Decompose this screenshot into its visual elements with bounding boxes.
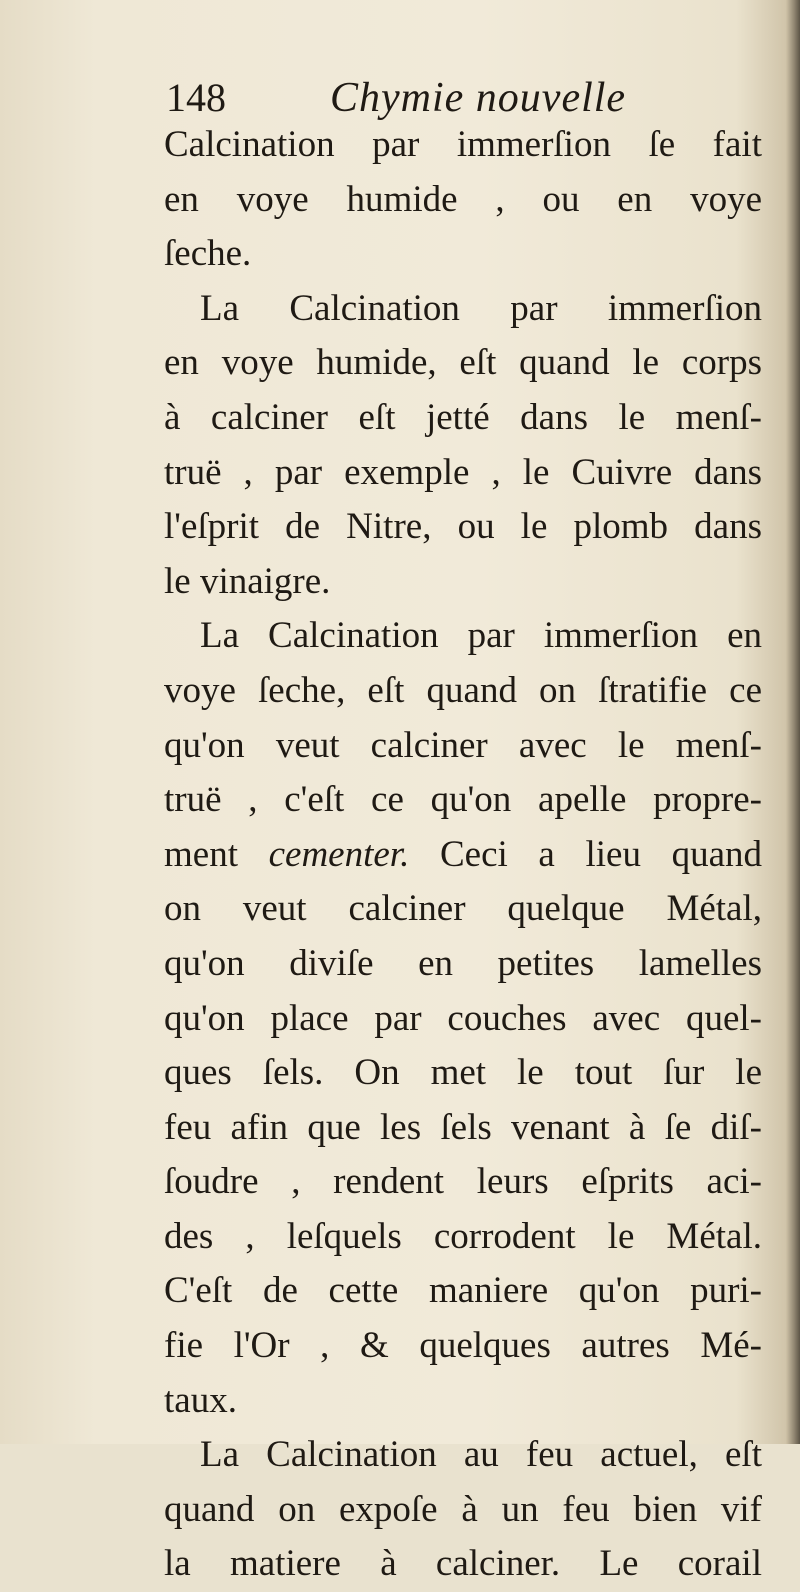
text-line: on veut calciner quelque Métal,	[164, 888, 762, 930]
text-line: des , leſquels corrodent le Métal.	[164, 1215, 762, 1257]
text-line: la matiere à calciner. Le corail	[164, 1543, 762, 1585]
body-text	[164, 118, 762, 1592]
text-line: en voye humide , ou en voye	[164, 178, 762, 220]
text-line: ſeche.	[164, 233, 252, 275]
running-title: Chymie nouvelle	[330, 75, 627, 121]
text-line: ſoudre , rendent leurs eſprits aci-	[164, 1161, 762, 1203]
text-line: qu'on diviſe en petites lamelles	[164, 942, 762, 984]
text-line-mixed	[164, 828, 762, 883]
paragraph-start-line: La Calcination au feu actuel, eſt	[200, 1434, 762, 1476]
paragraph-start-line: La Calcination par immerſion	[200, 287, 762, 329]
text-line: voye ſeche, eſt quand on ſtratifie ce	[164, 669, 762, 711]
text-line: feu afin que les ſels venant à ſe diſ-	[164, 1106, 762, 1148]
text-line: l'eſprit de Nitre, ou le plomb dans	[164, 506, 762, 548]
text-line: taux.	[164, 1379, 237, 1421]
page-edge	[786, 0, 800, 1444]
text-line: qu'on veut calciner avec le menſ-	[164, 724, 762, 766]
text-line: truë , par exemple , le Cuivre dans	[164, 451, 762, 493]
text-line: à calciner eſt jetté dans le menſ-	[164, 396, 762, 438]
text-line: truë , c'eſt ce qu'on apelle propre-	[164, 779, 762, 821]
text-fragment: Ceci a lieu quand	[439, 833, 762, 875]
text-fragment: ment	[164, 833, 238, 875]
text-line: fie l'Or , & quelques autres Mé-	[164, 1325, 762, 1367]
text-line: quand on expoſe à un feu bien vif	[164, 1488, 762, 1530]
text-line: Calcination par immerſion ſe fait	[164, 124, 762, 165]
text-line: le vinaigre.	[164, 560, 331, 602]
italic-term: cementer.	[268, 833, 410, 875]
text-line: en voye humide, eſt quand le corps	[164, 342, 762, 384]
page-number: 148	[166, 75, 226, 120]
text-line: qu'on place par couches avec quel-	[164, 997, 762, 1039]
paragraph-start-line: La Calcination par immerſion en	[200, 615, 762, 657]
text-line: ques ſels. On met le tout ſur le	[164, 1052, 762, 1094]
text-line: C'eſt de cette maniere qu'on puri-	[164, 1270, 762, 1312]
